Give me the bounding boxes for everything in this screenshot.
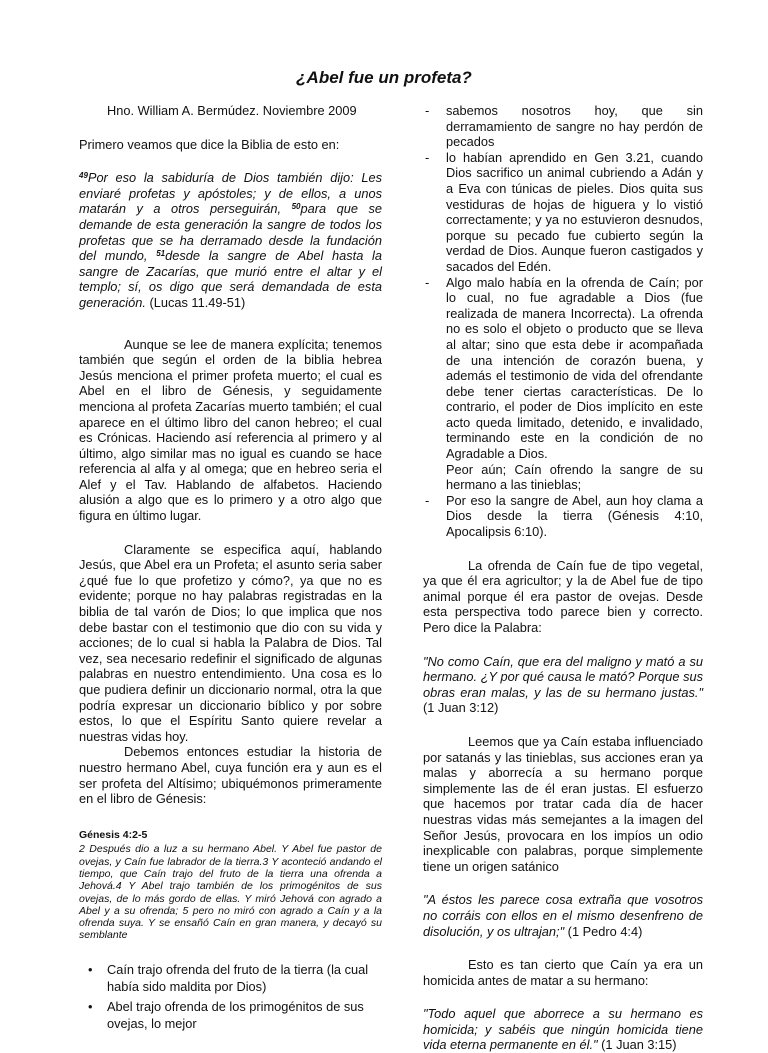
verse-number: 50 [291,202,301,212]
bullet-list [79,961,382,1033]
page-title: ¿Abel fue un profeta? [296,68,472,87]
intro-paragraph: Primero veamos que dice la Biblia de esto en: [79,136,340,152]
quote-text: para que se demande de esta generación la sangre de todos los profetas que se ha derramado desde la fundación del mundo, [79,201,382,264]
quote-reference: (Lucas 11.49-51) [145,294,246,310]
list-item: - lo habían aprendido en Gen 3.21, cuando Dios sacrifico un animal cubriendo a Adán y a Eva con túnicas de pieles. Dios quita sus vestiduras de hojas de higuera y lo vistió correctamente; y ya no estuvieron desnudos, porque su pecado fue cubierto según la verdad de Dios. Aunque fueron castigados y sacados del Edén. [423,150,703,275]
left-column [79,103,382,1035]
quote-text: "No como Caín, que era del maligno y mató a su hermano. ¿Y por qué causa le mató? Porque sus obras eran malas, y las de su hermano justas." [423,653,703,700]
genesis-heading: Génesis 4:2-5 [79,828,148,841]
quote-reference: (1 Juan 3:12) [423,700,499,716]
list-continuation: Peor aún; Caín ofrendo la sangre de su hermano a las tinieblas; [446,461,703,493]
quote-text: "Todo aquel que aborrece a su hermano es homicida; y sabéis que ningún homicida tiene vida eterna permanente en él." [423,1006,703,1053]
body-paragraph: Aunque se lee de manera explícita; tenemos también que según el orden de la biblia hebrea Jesús menciona el primer profeta muerto; el cual es Abel en el libro de Génesis, y seguidamente menciona al profeta Zacarías muerto también; el cual aparece en el último libro del canon hebreo; el cual es Crónicas. Haciendo así referencia al primero y al último, algo similar mas no igual es cuando se hace referencia al alfa y al omega; que en hebreo seria el Alef y el Tav. Hablando de alfabetos. Haciendo alusión a algo que es lo primero y a otro algo que figura en último lugar. [79,336,382,524]
john-quote-2 [423,1006,703,1053]
body-paragraph: Debemos entonces estudiar la historia de nuestro hermano Abel, cuya función era y aun es el ser profeta del Altísimo; ubiquémonos primeramente en el libro de Génesis: [79,744,382,807]
body-paragraph: La ofrenda de Caín fue de tipo vegetal, ya que él era agricultor; y la de Abel fue de tipo animal porque él era pastor de ovejas. Desde esta perspectiva todo parece bien y correcto. Pero dice la Palabra: [423,557,703,635]
right-column [423,103,703,1053]
body-paragraph: Leemos que ya Caín estaba influenciado por satanás y las tinieblas, sus acciones eran ya malas y aborrecía a su hermano porque simplemente las de él eran justas. El esfuerzo que hacemos por tratar cada día de hacer nuestras vidas más semejantes a la imagen del Señor Jesús, provocara en los impíos un odio inexplicable con palabras, porque simplemente tiene un origen satánico [423,733,703,874]
quote-reference: (1 Juan 3:15) [597,1037,677,1053]
verse-number: 51 [156,249,166,259]
dash-list [423,103,703,462]
list-item: - Por eso la sangre de Abel, aun hoy clama a Dios desde la tierra (Génesis 4:10, Apocalipsis 6:10). [423,493,703,540]
quote-text: desde la sangre de Abel hasta la sangre de Zacarías, que murió entre el altar y el templo; sí, os digo que será demandada de esta generación. [79,248,382,310]
body-paragraph: Claramente se especifica aquí, hablando Jesús, que Abel era un Profeta; el asunto seria saber ¿qué fue lo que profetizo y cómo?, ya que no es evidente; porque no hay palabras registradas en la biblia de tal varón de Dios; lo que implica que nos debe bastar con el testimonio que dio con su vida y acciones; de lo cual si habla la Palabra de Dios. Tal vez, sea necesario redefinir el significado de algunas palabras en nuestro entendimiento. Una cosa es lo que pudiera definir un diccionario normal, otra la que podría expresar un diccionario bíblico y por sobre estos, lo que el Espíritu Santo quiere revelar a nuestras vidas hoy. [79,541,382,744]
list-item: - Algo malo había en la ofrenda de Caín; por lo cual, no fue agradable a Dios (fue realizada de manera Incorrecta). La ofrenda no es solo el objeto o producto que se lleva al altar; sino que esta debe ir acompañada de una intención de corazón buena, y además el testimonio de vida del ofrendante debe tener ciertas características. De lo contrario, el poder de Dios implícito en este acto queda limitado, detenido, e invalidado, terminando este en la condición de no Agradable a Dios. [423,275,703,462]
luke-quote [79,170,382,310]
quote-reference: (1 Pedro 4:4) [564,923,643,939]
genesis-passage: 2 Después dio a luz a su hermano Abel. Y Abel fue pastor de ovejas, y Caín fue labrador de la tierra.3 Y aconteció andando el tiempo, que Caín trajo del fruto de la tierra una ofrenda a Jehová.4 Y Abel trajo también de los primogénitos de sus ovejas, de lo más gordo de ellas. Y miró Jehová con agrado a Abel y a su ofrenda; 5 pero no miró con agrado a Caín y a la ofrenda suya. Y se ensañó Caín en gran manera, y decayó su semblante [79,843,382,942]
quote-text: "A éstos les parece cosa extraña que vosotros no corráis con ellos en el mismo desenfreno de disolución, y os ultrajan;" [423,892,703,939]
verse-number: 49 [79,171,88,181]
author-line: Hno. William A. Bermúdez. Noviembre 2009 [107,103,357,118]
body-paragraph: Esto es tan cierto que Caín ya era un homicida antes de matar a su hermano: [423,957,703,988]
john-quote [423,654,703,716]
dash-list [423,493,703,540]
quote-text: Por eso la sabiduría de Dios también dijo: Les enviaré profetas y apóstoles; y de ellos, a unos matarán y a otros perseguirán, [79,170,382,217]
list-item: • Caín trajo ofrenda del fruto de la tierra (la cual había sido maldita por Dios) [79,961,382,996]
list-item: - sabemos nosotros hoy, que sin derramamiento de sangre no hay perdón de pecados [423,103,703,150]
peter-quote [423,892,703,939]
list-item: • Abel trajo ofrenda de los primogénitos de sus ovejas, lo mejor [79,998,382,1033]
